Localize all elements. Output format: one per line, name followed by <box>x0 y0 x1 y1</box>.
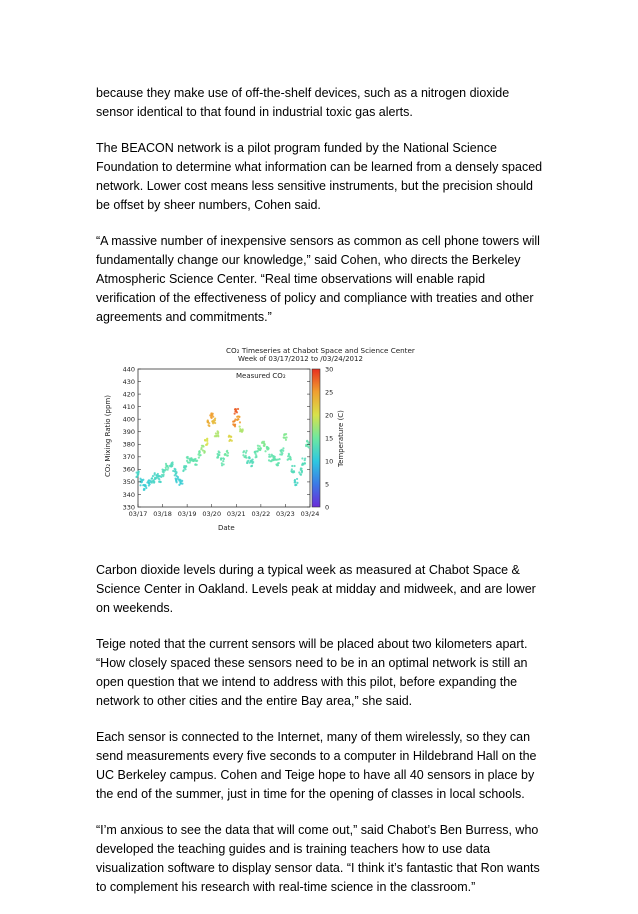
data-point <box>301 471 303 473</box>
colorbar <box>312 369 320 507</box>
colorbar-tick-label: 5 <box>325 480 330 489</box>
document-page <box>96 84 548 914</box>
data-point <box>271 454 273 456</box>
data-point <box>250 465 252 467</box>
data-point <box>196 460 198 462</box>
data-point <box>278 458 280 460</box>
data-point <box>254 451 256 453</box>
data-point <box>285 439 287 441</box>
colorbar-tick-label: 0 <box>325 503 330 512</box>
data-point <box>245 452 247 454</box>
data-point <box>198 457 200 459</box>
paragraph-6: “I’m anxious to see the data that will come out,” said Chabot’s Ben Burress, who developed the teaching guides and is training teachers how to use data visualization software to display sensor data. “I think it’s fantastic that Ron wants to complement his research with real-time science in the classroom.” <box>96 823 540 894</box>
data-point <box>242 430 244 432</box>
data-point <box>291 468 293 470</box>
data-point <box>296 478 298 480</box>
data-point <box>207 421 209 423</box>
x-tick-label: 03/24 <box>300 510 320 518</box>
data-point <box>227 454 229 456</box>
data-point <box>209 414 211 416</box>
data-point <box>177 478 179 480</box>
data-point <box>159 481 161 483</box>
data-point <box>233 420 235 422</box>
data-point <box>213 421 215 423</box>
figure-caption: Carbon dioxide levels during a typical week as measured at Chabot Space & Science Center in Oakland. Levels peak at midday and midweek, and are lower on weekends. <box>96 563 536 615</box>
data-point <box>206 442 208 444</box>
chart-subtitle: Week of 03/17/2012 to /03/24/2012 <box>238 355 363 363</box>
x-tick-label: 03/23 <box>276 510 295 518</box>
data-point <box>255 456 257 458</box>
data-point <box>183 466 185 468</box>
data-point <box>237 408 239 410</box>
data-point <box>251 459 253 461</box>
data-point <box>191 458 193 460</box>
data-point <box>242 451 244 453</box>
data-point <box>205 444 207 446</box>
data-point <box>275 463 277 465</box>
data-point <box>174 474 176 476</box>
y-tick-label: 330 <box>122 503 135 512</box>
data-point <box>145 487 147 489</box>
data-point <box>152 475 154 477</box>
data-point <box>237 418 239 420</box>
data-point <box>193 460 195 462</box>
data-point <box>215 435 217 437</box>
data-point <box>234 413 236 415</box>
data-point <box>228 440 230 442</box>
y-tick-label: 430 <box>122 377 135 386</box>
x-tick-label: 03/18 <box>153 510 172 518</box>
data-point <box>198 450 200 452</box>
data-point <box>162 469 164 471</box>
data-point <box>176 475 178 477</box>
colorbar-tick-label: 25 <box>325 388 334 397</box>
data-point <box>264 450 266 452</box>
data-point <box>222 460 224 462</box>
data-point <box>278 462 280 464</box>
data-point <box>231 440 233 442</box>
data-point <box>143 484 145 486</box>
data-point <box>296 482 298 484</box>
data-point <box>210 417 212 419</box>
data-point <box>234 410 236 412</box>
data-point <box>175 472 177 474</box>
data-point <box>288 458 290 460</box>
data-point <box>306 440 308 442</box>
data-point <box>268 454 270 456</box>
data-point <box>140 481 142 483</box>
data-point <box>154 477 156 479</box>
data-point <box>239 425 241 427</box>
paragraph-3: “A massive number of inexpensive sensors as common as cell phone towers will fundamentally change our knowledge,” said Cohen, who directs the Berkeley Atmospheric Science Center. “Real time observations will enable rapid verification of the effectiveness of policy and compliance with treaties and other agreements and commitments.” <box>96 234 540 324</box>
data-point <box>186 460 188 462</box>
data-point <box>287 455 289 457</box>
data-point <box>242 454 244 456</box>
data-point <box>239 421 241 423</box>
data-point <box>222 457 224 459</box>
data-point <box>171 464 173 466</box>
data-point <box>289 456 291 458</box>
data-point <box>257 445 259 447</box>
data-point <box>171 461 173 463</box>
data-point <box>251 460 253 462</box>
data-point <box>151 478 153 480</box>
data-point <box>201 447 203 449</box>
data-point <box>248 456 250 458</box>
data-point <box>298 471 300 473</box>
data-point <box>263 441 265 443</box>
data-point <box>183 469 185 471</box>
data-point <box>218 451 220 453</box>
y-tick-label: 420 <box>122 390 135 399</box>
data-point <box>167 469 169 471</box>
data-point <box>282 447 284 449</box>
y-tick-label: 350 <box>122 478 135 487</box>
data-point <box>266 448 268 450</box>
data-point <box>283 436 285 438</box>
data-point <box>227 452 229 454</box>
data-point <box>221 464 223 466</box>
data-point <box>176 481 178 483</box>
data-point <box>172 470 174 472</box>
x-tick-label: 03/19 <box>177 510 197 518</box>
data-point <box>201 445 203 447</box>
legend-label: Measured CO₂ <box>236 372 286 380</box>
y-tick-label: 440 <box>122 365 135 374</box>
y-tick-label: 380 <box>122 440 135 449</box>
data-point <box>304 462 306 464</box>
data-point <box>204 439 206 441</box>
data-point <box>203 450 205 452</box>
data-point <box>283 434 285 436</box>
data-point <box>210 412 212 414</box>
data-point <box>307 445 309 447</box>
data-point <box>268 456 270 458</box>
data-point <box>163 471 165 473</box>
data-point <box>217 434 219 436</box>
y-tick-label: 410 <box>122 402 135 411</box>
data-point <box>157 473 159 475</box>
data-point <box>224 454 226 456</box>
data-point <box>261 442 263 444</box>
data-point <box>175 478 177 480</box>
data-point <box>229 435 231 437</box>
data-point <box>188 461 190 463</box>
paragraph-4: Teige noted that the current sensors will be placed about two kilometers apart. “How closely spaced these sensors need to be in an optimal network is still an open question that we intend to address with this pilot, before expanding the network to other cities and the entire Bay area,” she said. <box>96 637 528 708</box>
data-point <box>162 475 164 477</box>
data-point <box>207 424 209 426</box>
data-point <box>301 457 303 459</box>
data-point <box>244 456 246 458</box>
x-axis-label: Date <box>218 524 235 532</box>
data-point <box>217 456 219 458</box>
colorbar-tick-label: 20 <box>325 411 334 420</box>
co2-chart <box>96 345 548 545</box>
colorbar-tick-label: 30 <box>325 365 334 374</box>
data-point <box>304 459 306 461</box>
y-tick-label: 340 <box>122 490 135 499</box>
y-tick-label: 370 <box>122 453 135 462</box>
colorbar-label: Temperature (C) <box>337 410 345 467</box>
data-point <box>234 424 236 426</box>
data-point <box>215 432 217 434</box>
data-point <box>286 436 288 438</box>
co2-figure <box>96 345 548 545</box>
colorbar-tick-label: 10 <box>325 457 334 466</box>
colorbar-tick-label: 15 <box>325 434 334 443</box>
data-point <box>281 454 283 456</box>
data-point <box>257 447 259 449</box>
y-tick-label: 390 <box>122 428 135 437</box>
data-point <box>234 408 236 410</box>
data-point <box>187 456 189 458</box>
data-point <box>255 454 257 456</box>
data-point <box>238 416 240 418</box>
data-point <box>246 460 248 462</box>
data-point <box>139 484 141 486</box>
data-point <box>291 465 293 467</box>
x-tick-label: 03/22 <box>251 510 271 518</box>
data-point <box>199 454 201 456</box>
y-axis-label: CO₂ Mixing Ratio (ppm) <box>104 395 112 477</box>
x-tick-label: 03/21 <box>226 510 246 518</box>
data-point <box>268 459 270 461</box>
data-point <box>151 481 153 483</box>
data-point <box>263 443 265 445</box>
data-point <box>236 416 238 418</box>
data-point <box>285 433 287 435</box>
x-tick-label: 03/20 <box>202 510 222 518</box>
data-point <box>293 465 295 467</box>
paragraph-2: The BEACON network is a pilot program funded by the National Science Foundation to determine what information can be learned from a densely spaced network. Lower cost means less sensitive instruments, but the precision should be offset by sheer numbers, Cohen said. <box>96 141 543 212</box>
data-point <box>174 468 176 470</box>
data-point <box>140 479 142 481</box>
data-point <box>148 484 150 486</box>
colorbar-ticks <box>325 365 333 511</box>
data-point <box>280 451 282 453</box>
data-point <box>143 489 145 491</box>
data-point <box>220 457 222 459</box>
data-point <box>136 475 138 477</box>
data-point <box>274 456 276 458</box>
paragraph-5: Each sensor is connected to the Internet, many of them wirelessly, so they can send measurements every five seconds to a computer in Hildebrand Hall on the UC Berkeley campus. Cohen and Teige hope to have all 40 sensors in place by the end of the summer, just in time for the opening of classes in local schools. <box>96 730 537 801</box>
y-tick-label: 360 <box>122 465 135 474</box>
data-point <box>154 472 156 474</box>
data-point <box>179 479 181 481</box>
data-point <box>166 465 168 467</box>
data-point <box>180 482 182 484</box>
data-point <box>149 479 151 481</box>
data-point <box>217 433 219 435</box>
y-tick-label: 400 <box>122 415 135 424</box>
data-point <box>138 471 140 473</box>
data-point <box>157 477 159 479</box>
data-point <box>293 470 295 472</box>
chart-title: CO₂ Timeseries at Chabot Space and Science Center <box>226 346 415 355</box>
data-point <box>226 450 228 452</box>
data-point <box>159 475 161 477</box>
x-tick-label: 03/17 <box>128 510 148 518</box>
data-point <box>294 480 296 482</box>
data-point <box>294 484 296 486</box>
data-point <box>246 450 248 452</box>
paragraph-1: because they make use of off-the-shelf devices, such as a nitrogen dioxide sensor identical to that found in industrial toxic gas alerts. <box>96 86 510 119</box>
data-point <box>194 463 196 465</box>
